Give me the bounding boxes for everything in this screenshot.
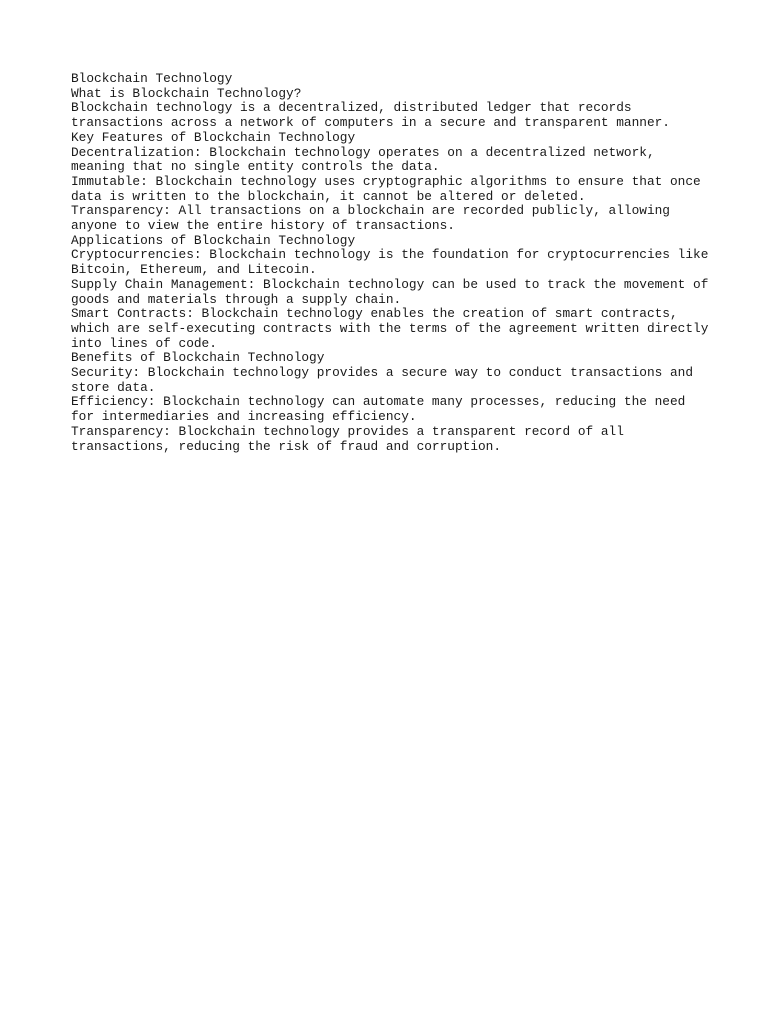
paragraph-line: Blockchain technology is a decentralized, distributed ledger that records [71,100,632,116]
paragraph-line: transactions across a network of computers in a secure and transparent manner. [71,115,670,131]
paragraph-line: goods and materials through a supply chain. [71,291,402,307]
section-heading: Key Features of Blockchain Technology [71,129,356,145]
paragraph-line: Security: Blockchain technology provides a secure way to conduct transactions and [71,365,694,381]
paragraph-line: store data. [71,379,156,395]
paragraph-line: Transparency: All transactions on a blockchain are recorded publicly, allowing [71,203,670,219]
paragraph-line: Bitcoin, Ethereum, and Litecoin. [71,262,317,278]
section-heading: Applications of Blockchain Technology [71,232,356,248]
paragraph-line: for intermediaries and increasing efficiency. [71,409,417,425]
paragraph-line: Supply Chain Management: Blockchain technology can be used to track the movement of [71,276,709,292]
paragraph-line: meaning that no single entity controls the data. [71,159,440,175]
document-title: Blockchain Technology [71,71,233,86]
paragraph-line: Smart Contracts: Blockchain technology enables the creation of smart contracts, [71,306,678,322]
section-heading: What is Blockchain Technology? [71,85,302,101]
paragraph-line: Cryptocurrencies: Blockchain technology is the foundation for cryptocurrencies like [71,247,709,263]
paragraph-line: Efficiency: Blockchain technology can automate many processes, reducing the need [71,394,686,410]
paragraph-line: data is written to the blockchain, it cannot be altered or deleted. [71,188,586,204]
document-page [71,72,711,454]
paragraph-line: anyone to view the entire history of transactions. [71,218,455,234]
paragraph-line: Decentralization: Blockchain technology operates on a decentralized network, [71,144,655,160]
paragraph-line: into lines of code. [71,335,217,351]
paragraph-line: transactions, reducing the risk of fraud and corruption. [71,438,502,454]
paragraph-line: Immutable: Blockchain technology uses cryptographic algorithms to ensure that once [71,173,701,189]
paragraph-line: Transparency: Blockchain technology provides a transparent record of all [71,423,624,439]
paragraph-line: which are self-executing contracts with the terms of the agreement written directly [71,320,709,336]
section-heading: Benefits of Blockchain Technology [71,350,325,366]
